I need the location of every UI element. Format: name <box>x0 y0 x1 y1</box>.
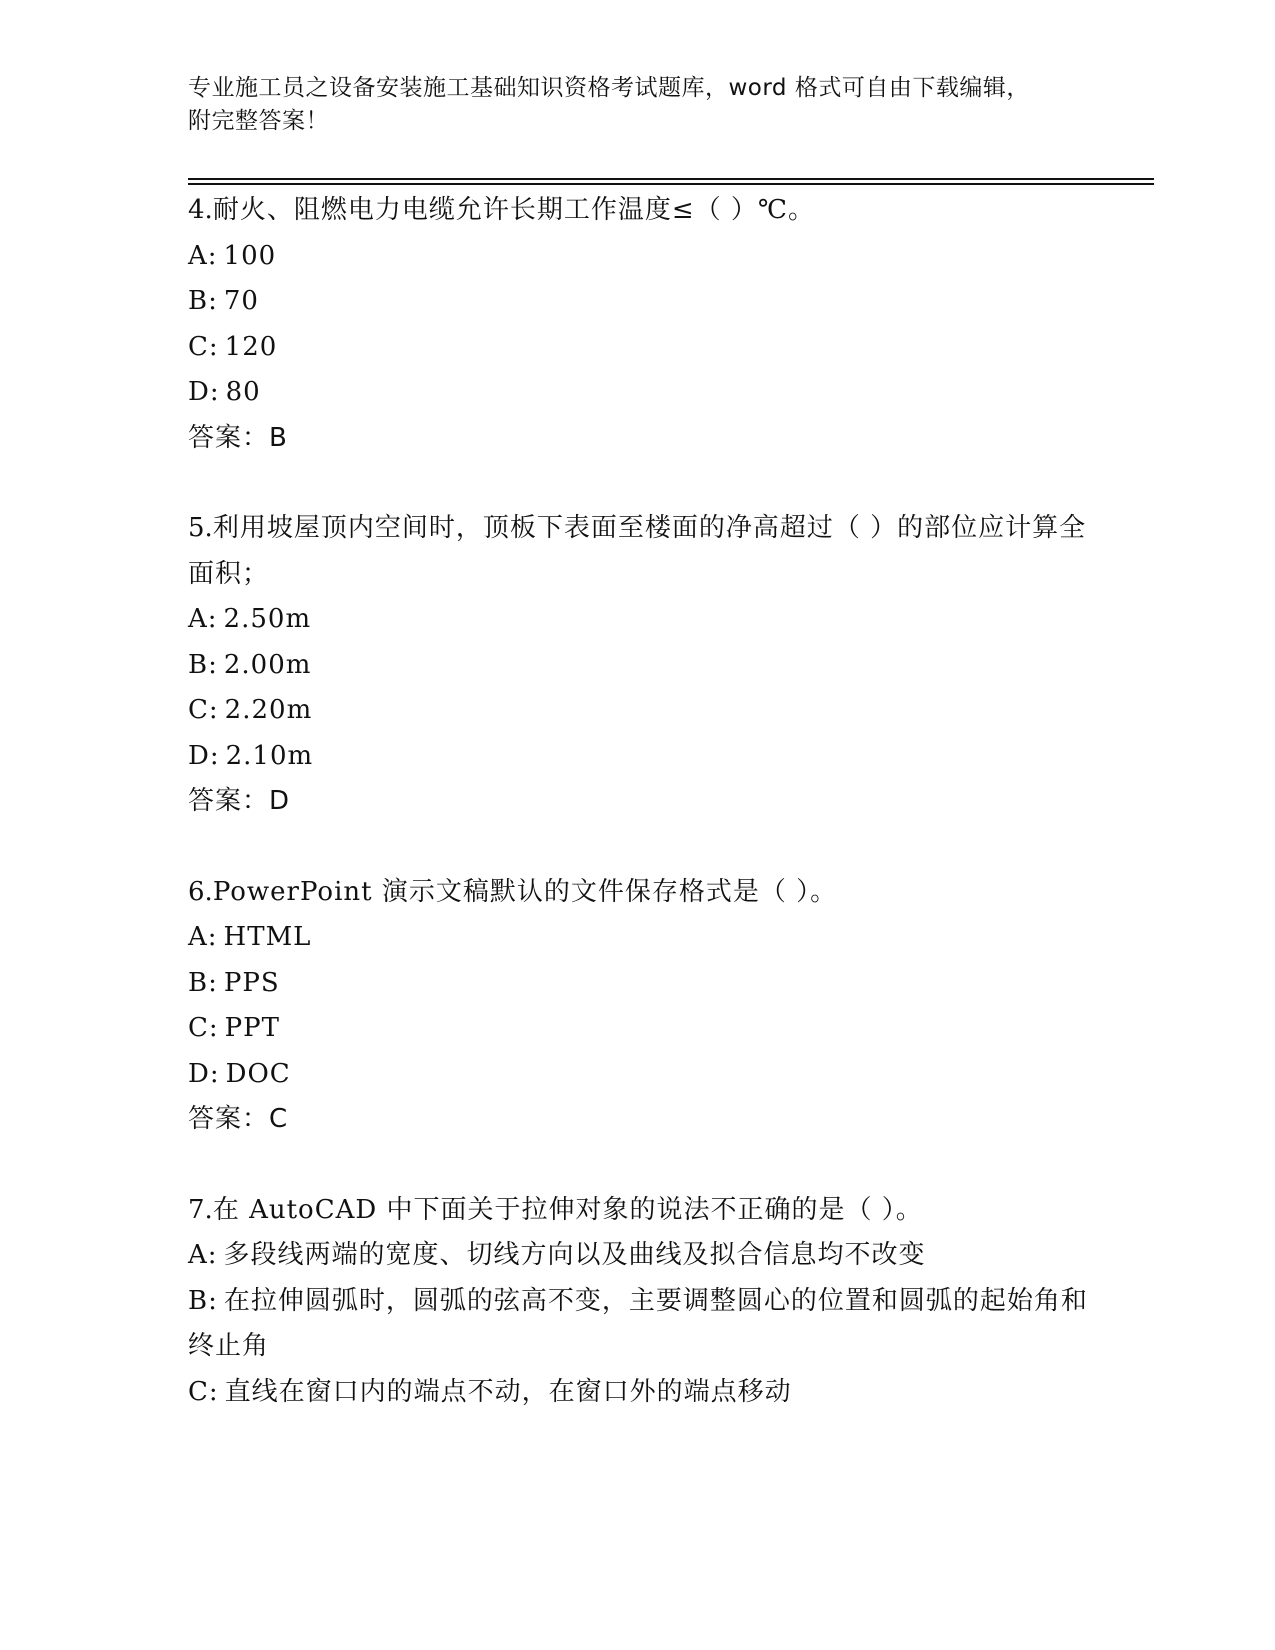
question-number: 4. <box>188 195 213 225</box>
option-b <box>188 643 1088 689</box>
option-b <box>188 961 1088 1007</box>
option-letter: B <box>188 649 209 680</box>
question-text: 耐火、阻燃电力电缆允许长期工作温度≤（ ）℃。 <box>212 195 815 225</box>
option-separator: : <box>208 967 218 998</box>
question-stem <box>188 1188 1088 1234</box>
question-stem <box>188 870 1088 916</box>
option-letter: B <box>188 967 209 998</box>
option-b <box>188 1279 1088 1370</box>
question-spacer <box>188 825 1088 870</box>
document-header <box>188 72 1078 138</box>
option-separator: : <box>208 695 219 725</box>
option-letter: D <box>188 740 210 771</box>
option-a <box>188 1233 1088 1279</box>
question-spacer <box>188 461 1088 506</box>
option-text: DOC <box>225 1058 291 1089</box>
option-c <box>188 1370 1088 1416</box>
option-a <box>188 915 1088 961</box>
question-stem <box>188 188 1088 234</box>
option-separator: : <box>209 377 220 407</box>
header-divider-bottom <box>188 183 1154 185</box>
option-text: 120 <box>224 331 278 362</box>
question-number: 5. <box>188 513 213 543</box>
option-separator: : <box>209 740 220 771</box>
option-separator: : <box>208 1285 218 1316</box>
option-text: 在拉伸圆弧时，圆弧的弦高不变，主要调整圆心的位置和圆弧的起始角和终止角 <box>188 1285 1088 1361</box>
answer-line: 答案：D <box>188 786 291 816</box>
option-letter: C <box>188 1013 209 1043</box>
option-separator: : <box>207 240 218 271</box>
question-4 <box>188 188 1088 461</box>
option-text: 100 <box>223 240 277 271</box>
question-5 <box>188 506 1088 825</box>
option-c <box>188 325 1088 371</box>
header-line-2: 附完整答案！ <box>188 108 329 134</box>
option-a <box>188 234 1088 280</box>
option-separator: : <box>208 649 218 680</box>
question-6 <box>188 870 1088 1143</box>
option-text: 2.50m <box>223 604 312 634</box>
option-separator: : <box>207 1240 218 1270</box>
question-7 <box>188 1188 1088 1416</box>
question-text: 利用坡屋顶内空间时，顶板下表面至楼面的净高超过（ ）的部位应计算全面积； <box>188 513 1087 589</box>
option-text: 80 <box>225 377 261 407</box>
option-separator: : <box>208 1376 219 1407</box>
option-d <box>188 1052 1088 1098</box>
option-text: 2.20m <box>224 695 313 725</box>
option-separator: : <box>208 331 219 362</box>
question-spacer <box>188 1143 1088 1188</box>
question-number: 7. <box>188 1194 213 1225</box>
option-separator: : <box>208 1013 219 1043</box>
option-d <box>188 734 1088 780</box>
option-text: PPT <box>224 1013 281 1043</box>
option-letter: A <box>188 604 208 634</box>
option-text: 2.10m <box>225 740 314 771</box>
option-letter: A <box>188 240 208 271</box>
option-text: 2.00m <box>223 649 312 680</box>
question-list <box>188 188 1088 1415</box>
option-a <box>188 597 1088 643</box>
option-text: 直线在窗口内的端点不动，在窗口外的端点移动 <box>224 1376 792 1407</box>
question-number: 6. <box>188 876 213 907</box>
option-text: 多段线两端的宽度、切线方向以及曲线及拟合信息均不改变 <box>223 1240 926 1270</box>
option-letter: A <box>188 1240 208 1270</box>
answer-line: 答案：C <box>188 1104 289 1134</box>
option-letter: D <box>188 377 210 407</box>
option-separator: : <box>207 922 218 952</box>
answer-line: 答案：B <box>188 422 288 453</box>
option-letter: A <box>188 922 208 952</box>
option-letter: C <box>188 1376 209 1407</box>
option-c <box>188 1006 1088 1052</box>
option-d <box>188 370 1088 416</box>
header-line-1: 专业施工员之设备安装施工基础知识资格考试题库，word 格式可自由下载编辑， <box>188 75 1030 101</box>
option-text: PPS <box>223 967 280 998</box>
option-separator: : <box>209 1058 220 1089</box>
option-separator: : <box>207 604 218 634</box>
question-text: 在 AutoCAD 中下面关于拉伸对象的说法不正确的是（ ）。 <box>212 1194 923 1225</box>
question-stem <box>188 506 1088 597</box>
option-text: HTML <box>223 922 312 952</box>
question-text: PowerPoint 演示文稿默认的文件保存格式是（ ）。 <box>212 876 838 907</box>
option-letter: C <box>188 695 209 725</box>
option-c <box>188 688 1088 734</box>
header-divider-top <box>188 178 1154 180</box>
option-b <box>188 279 1088 325</box>
option-letter: C <box>188 331 209 362</box>
option-letter: B <box>188 1285 209 1316</box>
option-letter: B <box>188 286 209 316</box>
option-letter: D <box>188 1058 210 1089</box>
option-separator: : <box>208 286 218 316</box>
option-text: 70 <box>223 286 259 316</box>
